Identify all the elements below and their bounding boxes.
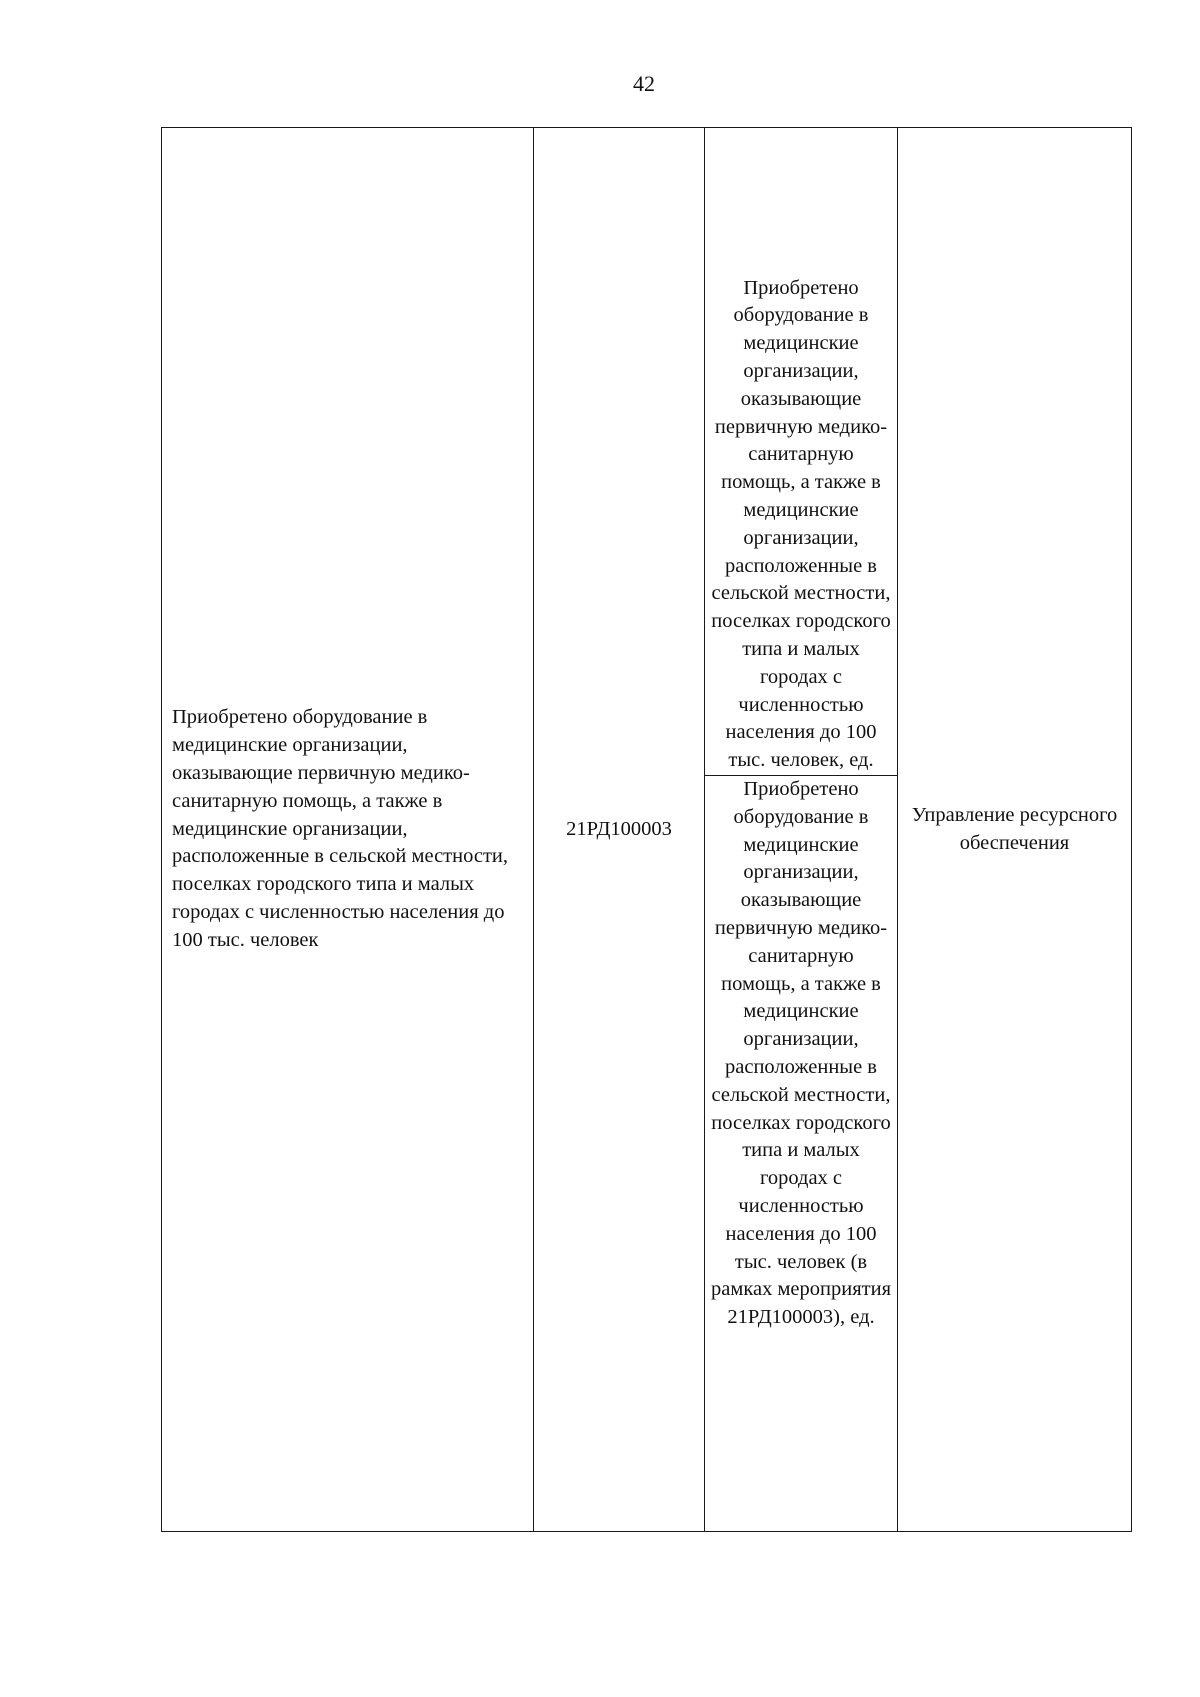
responsible-text: Управление ресурсного обеспечения (911, 803, 1118, 854)
indicator-text-1: Приобретено оборудование в медицинские организации, оказывающие первичную медико-санитарную помощь, а также в медицинские организации, расположенные в сельской местности, поселках городского типа и малых городах с численностью населения до 100 тыс. человек, ед. (711, 276, 891, 772)
indicator-cell-1 (705, 128, 898, 776)
page-number: 42 (633, 71, 655, 96)
measure-code: 21РД100003 (566, 817, 672, 840)
measures-table (161, 127, 1132, 1532)
indicator-text-2: Приобретено оборудование в медицинские организации, оказывающие первичную медико-санитарную помощь, а также в медицинские организации, расположенные в сельской местности, поселках городского типа и малых городах с численностью населения до 100 тыс. человек (в рамках мероприятия 21РД100003), ед. (711, 778, 891, 1329)
description-text: Приобретено оборудование в медицинские организации, оказывающие первичную медико-санитарную помощь, а также в медицинские организации, расположенные в сельской местности, поселках городского типа и малых городах с численностью населения до 100 тыс. человек (172, 706, 509, 951)
table-row (162, 128, 1132, 776)
indicator-cell-2 (705, 776, 898, 1532)
description-cell (162, 128, 534, 1532)
code-cell (534, 128, 705, 1532)
responsible-cell (898, 128, 1132, 1532)
